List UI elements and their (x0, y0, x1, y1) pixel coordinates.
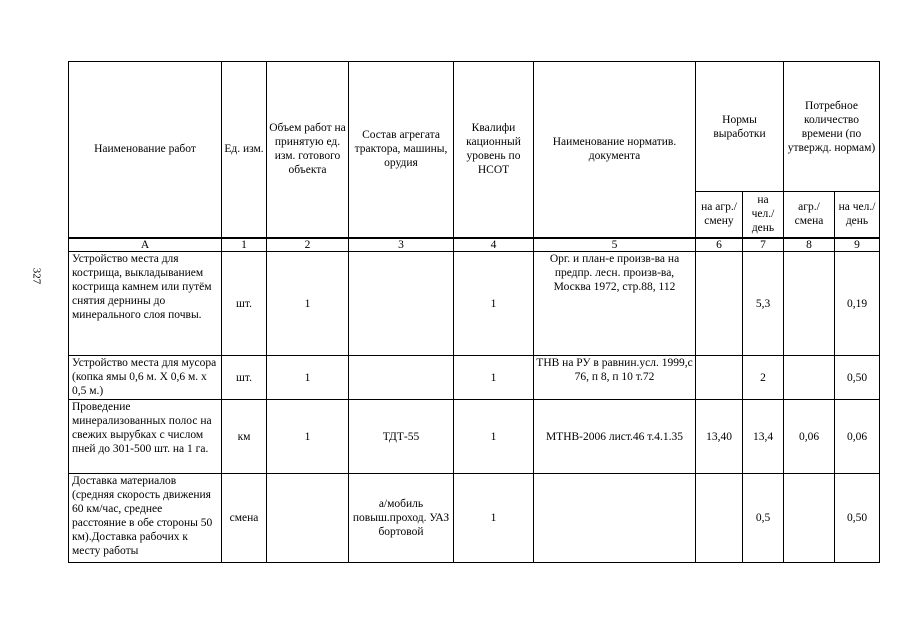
header-norms: Нормы выработки (696, 62, 784, 192)
index-cell: 7 (743, 238, 784, 252)
cell-unit: смена (222, 474, 267, 563)
header-unit: Ед. изм. (222, 62, 267, 238)
cell-composition (349, 252, 454, 356)
header-doc: Наименование норматив. документа (534, 62, 696, 238)
cell-unit: шт. (222, 356, 267, 400)
index-cell: 5 (534, 238, 696, 252)
header-norm-agr: на агр./ смену (696, 192, 743, 238)
cell-time-agr: 0,06 (784, 400, 835, 474)
cell-qualification: 1 (454, 252, 534, 356)
cell-norm-agr (696, 356, 743, 400)
cell-time-agr (784, 356, 835, 400)
cell-norm-person: 13,4 (743, 400, 784, 474)
cell-name: Устройство места для мусора (копка ямы 0,6 м. X 0,6 м. х 0,5 м.) (69, 356, 222, 400)
header-norm-person: на чел./ день (743, 192, 784, 238)
cell-volume (267, 474, 349, 563)
cell-name: Проведение минерализованных полос на свежих вырубках с числом пней до 301-500 шт. на 1 га. (69, 400, 222, 474)
table-row (69, 356, 880, 400)
cell-volume: 1 (267, 400, 349, 474)
cell-volume: 1 (267, 252, 349, 356)
index-cell: 8 (784, 238, 835, 252)
cell-time-person: 0,19 (835, 252, 880, 356)
cell-qualification: 1 (454, 356, 534, 400)
cell-composition: а/мобиль повыш.проход. УАЗ бортовой (349, 474, 454, 563)
table-row (69, 252, 880, 356)
cell-unit: км (222, 400, 267, 474)
index-cell: 1 (222, 238, 267, 252)
header-time: Потребное количество времени (по утвержд. нормам) (784, 62, 880, 192)
table-row (69, 400, 880, 474)
index-cell: 2 (267, 238, 349, 252)
cell-time-agr (784, 252, 835, 356)
index-cell: 6 (696, 238, 743, 252)
header-name: Наименование работ (69, 62, 222, 238)
table-row (69, 474, 880, 563)
cell-time-person: 0,50 (835, 356, 880, 400)
cell-norm-person: 5,3 (743, 252, 784, 356)
cell-qualification: 1 (454, 474, 534, 563)
index-cell: А (69, 238, 222, 252)
page-number: 327 (30, 267, 43, 285)
cell-doc: ТНВ на РУ в равнин.усл. 1999,с 76, п 8, п 10 т.72 (534, 356, 696, 400)
header-time-agr: агр./ смена (784, 192, 835, 238)
cell-time-agr (784, 474, 835, 563)
cell-norm-agr (696, 474, 743, 563)
cell-name: Устройство места для кострища, выкладыванием кострища камнем или путём снятия дернины до минерального слоя почвы. (69, 252, 222, 356)
index-cell: 4 (454, 238, 534, 252)
cell-volume: 1 (267, 356, 349, 400)
column-index-row (69, 238, 880, 252)
index-cell: 9 (835, 238, 880, 252)
cell-norm-agr (696, 252, 743, 356)
cell-name: Доставка материалов (средняя скорость движения 60 км/час, среднее расстояние в обе стороны 50 км).Доставка рабочих к месту работы (69, 474, 222, 563)
cell-norm-agr: 13,40 (696, 400, 743, 474)
cell-composition (349, 356, 454, 400)
work-norms-table (68, 61, 880, 563)
cell-norm-person: 0,5 (743, 474, 784, 563)
header-composition: Состав агрегата трактора, машины, орудия (349, 62, 454, 238)
header-time-person: на чел./ день (835, 192, 880, 238)
cell-doc: Орг. и план-е произв-ва на предпр. лесн. произв-ва, Москва 1972, стр.88, 112 (534, 252, 696, 356)
cell-unit: шт. (222, 252, 267, 356)
header-volume: Объем работ на принятую ед. изм. готового объекта (267, 62, 349, 238)
cell-qualification: 1 (454, 400, 534, 474)
cell-time-person: 0,06 (835, 400, 880, 474)
header-qualification: Квалифи кационный уровень по НСОТ (454, 62, 534, 238)
cell-time-person: 0,50 (835, 474, 880, 563)
cell-composition: ТДТ-55 (349, 400, 454, 474)
index-cell: 3 (349, 238, 454, 252)
cell-doc (534, 474, 696, 563)
cell-doc: МТНВ-2006 лист.46 т.4.1.35 (534, 400, 696, 474)
cell-norm-person: 2 (743, 356, 784, 400)
